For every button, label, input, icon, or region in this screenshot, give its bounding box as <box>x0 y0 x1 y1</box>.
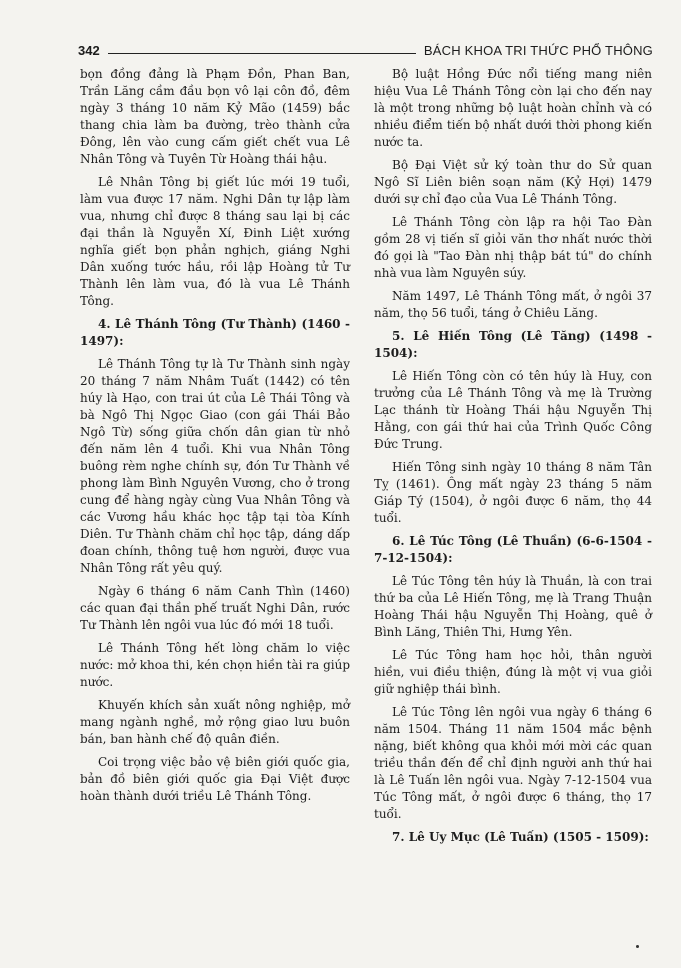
paragraph: Lê Thánh Tông tự là Tư Thành sinh ngày 20 tháng 7 năm Nhâm Tuất (1442) có tên húy là Hạo, con trai út của Lê Thái Tông và bà Ngô Thị Ngọc Giao (con gái Thái Bảo Ngô Từ) sống giữa chốn dân gian từ nhỏ đến năm lên 4 tuổi. Khi vua Nhân Tông buông rèm nghe chính sự, đón Tư Thành về phong làm Bình Nguyên Vương, cho ở trong cung để hàng ngày cùng Vua Nhân Tông và các Vương hầu khác học tập tại tòa Kính Diên. Tư Thành chăm chỉ học tập, dáng dấp đoan chính, thông tuệ hơn người, được vua Nhân Tông rất yêu quý. <box>80 357 350 575</box>
paragraph: Khuyến khích sản xuất nông nghiệp, mở mang ngành nghề, mở rộng giao lưu buôn bán, ban hành chế độ quân điền. <box>80 698 350 746</box>
paragraph: Lê Túc Tông tên húy là Thuần, là con trai thứ ba của Lê Hiến Tông, mẹ là Trang Thuận Hoàng Thái hậu Nguyễn Thị Hoàng, quê ở Bình Lăng, Thiên Thi, Hưng Yên. <box>374 574 652 639</box>
running-title: BÁCH KHOA TRI THỨC PHỔ THÔNG <box>423 43 653 58</box>
page-header <box>78 38 653 58</box>
page-mark <box>636 945 639 948</box>
paragraph: Coi trọng việc bảo vệ biên giới quốc gia, bản đồ biên giới quốc gia Đại Việt được hoàn thành dưới triều Lê Thánh Tông. <box>80 755 350 803</box>
section-heading: 5. Lê Hiến Tông (Lê Tăng) (1498 - 1504): <box>374 329 652 360</box>
paragraph: Bộ luật Hồng Đức nổi tiếng mang niên hiệu Vua Lê Thánh Tông còn lại cho đến nay là một trong những bộ luật hoàn chỉnh và có nhiều điểm tiến bộ nhất dưới thời phong kiến nước ta. <box>374 67 652 149</box>
paragraph: Năm 1497, Lê Thánh Tông mất, ở ngôi 37 năm, thọ 56 tuổi, táng ở Chiêu Lăng. <box>374 289 652 320</box>
left-column <box>80 66 350 811</box>
right-column <box>374 66 652 852</box>
paragraph: Lê Hiến Tông còn có tên húy là Huy, con trưởng của Lê Thánh Tông và mẹ là Trường Lạc thánh từ Hoàng Thái hậu Nguyễn Thị Hằng, con gái thứ hai của Trình Quốc Công Đức Trung. <box>374 369 652 451</box>
paragraph: Ngày 6 tháng 6 năm Canh Thìn (1460) các quan đại thần phế truất Nghi Dân, rước Tư Thành lên ngôi vua lúc đó mới 18 tuổi. <box>80 584 350 632</box>
paragraph: bọn đồng đảng là Phạm Đồn, Phan Ban, Trần Lăng cầm đầu bọn vô lại côn đồ, đêm ngày 3 tháng 10 năm Kỷ Mão (1459) bắc thang chia làm ba đường, trèo thành cửa Đông, lên vào cung cấm giết chết vua Lê Nhân Tông và Tuyên Từ Hoàng thái hậu. <box>80 67 350 166</box>
section-heading: 7. Lê Uy Mục (Lê Tuấn) (1505 - 1509): <box>392 830 649 844</box>
paragraph: Lê Nhân Tông bị giết lúc mới 19 tuổi, làm vua được 17 năm. Nghi Dân tự lập làm vua, nhưng chỉ được 8 tháng sau lại bị các đại thần là Nguyễn Xí, Đinh Liệt xướng nghĩa giết bọn phản nghịch, giáng Nghi Dân xuống tước hầu, rồi lập Hoàng tử Tư Thành lên làm vua, đó là vua Lê Thánh Tông. <box>80 175 350 308</box>
paragraph: Lê Thánh Tông hết lòng chăm lo việc nước: mở khoa thi, kén chọn hiền tài ra giúp nước. <box>80 641 350 689</box>
paragraph: Bộ Đại Việt sử ký toàn thư do Sử quan Ngô Sĩ Liên biên soạn năm (Kỷ Hợi) 1479 dưới sự chỉ đạo của Vua Lê Thánh Tông. <box>374 158 652 206</box>
section-heading: 6. Lê Túc Tông (Lê Thuần) (6-6-1504 - 7-12-1504): <box>374 534 652 565</box>
header-rule <box>108 53 416 54</box>
paragraph: Lê Túc Tông lên ngôi vua ngày 6 tháng 6 năm 1504. Tháng 11 năm 1504 mắc bệnh nặng, biết không qua khỏi mới mời các quan triều thần đến để chỉ định người anh thứ hai là Lê Tuấn lên ngôi vua. Ngày 7-12-1504 vua Túc Tông mất, ở ngôi được 6 tháng, thọ 17 tuổi. <box>374 705 652 821</box>
paragraph: Lê Túc Tông ham học hỏi, thân người hiền, vui điều thiện, đúng là một vị vua giỏi giữ nghiệp thái bình. <box>374 648 652 696</box>
paragraph: Hiến Tông sinh ngày 10 tháng 8 năm Tân Tỵ (1461). Ông mất ngày 23 tháng 5 năm Giáp Tý (1504), ở ngôi được 6 năm, thọ 44 tuổi. <box>374 460 652 525</box>
section-heading: 4. Lê Thánh Tông (Tư Thành) (1460 - 1497): <box>80 317 350 348</box>
paragraph: Lê Thánh Tông còn lập ra hội Tao Đàn gồm 28 vị tiến sĩ giỏi văn thơ nhất nước thời đó gọi là "Tao Đàn nhị thập bát tú" do chính nhà vua làm Nguyên súy. <box>374 215 652 280</box>
page-number: 342 <box>78 43 100 58</box>
